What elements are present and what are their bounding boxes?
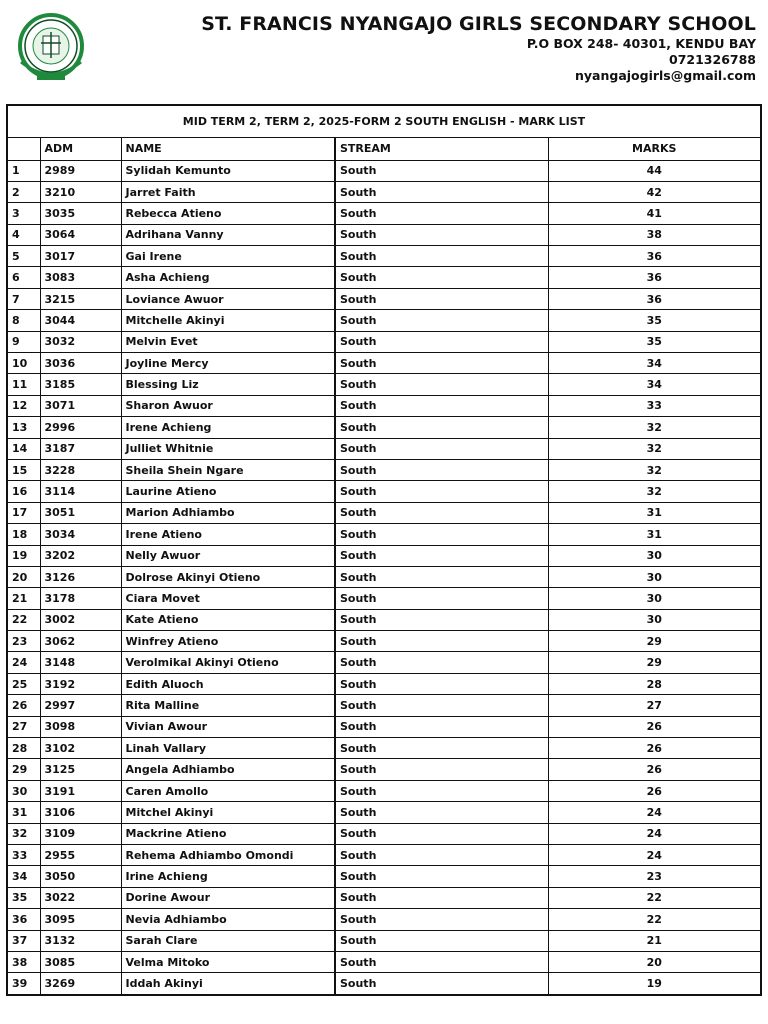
row-adm: 3215 [40, 288, 121, 309]
row-adm: 3002 [40, 609, 121, 630]
row-stream: South [335, 631, 548, 652]
row-index: 1 [8, 160, 40, 181]
row-name: Marion Adhiambo [121, 502, 335, 523]
row-index: 10 [8, 353, 40, 374]
table-row [8, 802, 760, 823]
row-index: 24 [8, 652, 40, 673]
row-name: Verolmikal Akinyi Otieno [121, 652, 335, 673]
row-marks: 27 [548, 695, 760, 716]
row-name: Mitchel Akinyi [121, 802, 335, 823]
table-row [8, 866, 760, 887]
row-stream: South [335, 545, 548, 566]
table-row [8, 267, 760, 288]
row-stream: South [335, 738, 548, 759]
table-row [8, 631, 760, 652]
row-adm: 3034 [40, 524, 121, 545]
school-address: P.O BOX 248- 40301, KENDU BAY [526, 36, 756, 51]
school-name: ST. FRANCIS NYANGAJO GIRLS SECONDARY SCHOOL [201, 13, 756, 35]
row-marks: 29 [548, 652, 760, 673]
table-row [8, 652, 760, 673]
row-marks: 35 [548, 331, 760, 352]
row-index: 28 [8, 738, 40, 759]
row-marks: 29 [548, 631, 760, 652]
row-index: 34 [8, 866, 40, 887]
row-marks: 32 [548, 417, 760, 438]
row-index: 26 [8, 695, 40, 716]
row-index: 13 [8, 417, 40, 438]
row-marks: 20 [548, 951, 760, 972]
row-stream: South [335, 481, 548, 502]
row-marks: 36 [548, 267, 760, 288]
table-row [8, 759, 760, 780]
table-row [8, 695, 760, 716]
row-name: Laurine Atieno [121, 481, 335, 502]
row-stream: South [335, 160, 548, 181]
row-adm: 2996 [40, 417, 121, 438]
row-stream: South [335, 652, 548, 673]
header-stream: STREAM [335, 138, 548, 160]
row-marks: 30 [548, 566, 760, 587]
row-index: 20 [8, 566, 40, 587]
table-row [8, 288, 760, 309]
table-row [8, 481, 760, 502]
row-stream: South [335, 759, 548, 780]
row-adm: 3210 [40, 181, 121, 202]
row-stream: South [335, 866, 548, 887]
row-stream: South [335, 459, 548, 480]
row-marks: 36 [548, 288, 760, 309]
row-index: 39 [8, 973, 40, 994]
row-marks: 32 [548, 481, 760, 502]
table-row [8, 203, 760, 224]
row-stream: South [335, 673, 548, 694]
row-index: 14 [8, 438, 40, 459]
row-stream: South [335, 353, 548, 374]
row-name: Sharon Awuor [121, 395, 335, 416]
row-marks: 24 [548, 802, 760, 823]
school-phone: 0721326788 [669, 52, 756, 67]
row-stream: South [335, 417, 548, 438]
row-adm: 2997 [40, 695, 121, 716]
row-name: Adrihana Vanny [121, 224, 335, 245]
row-name: Rebecca Atieno [121, 203, 335, 224]
row-adm: 3017 [40, 246, 121, 267]
row-index: 17 [8, 502, 40, 523]
row-marks: 22 [548, 909, 760, 930]
row-index: 9 [8, 331, 40, 352]
row-adm: 3064 [40, 224, 121, 245]
table-row [8, 310, 760, 331]
row-stream: South [335, 310, 548, 331]
row-index: 16 [8, 481, 40, 502]
row-stream: South [335, 331, 548, 352]
row-name: Vivian Awour [121, 716, 335, 737]
row-stream: South [335, 566, 548, 587]
row-stream: South [335, 930, 548, 951]
row-stream: South [335, 181, 548, 202]
mark-list-title: MID TERM 2, TERM 2, 2025-FORM 2 SOUTH ENGLISH - MARK LIST [8, 106, 760, 138]
row-stream: South [335, 780, 548, 801]
table-row [8, 973, 760, 994]
table-row [8, 609, 760, 630]
row-marks: 22 [548, 887, 760, 908]
row-marks: 34 [548, 353, 760, 374]
row-marks: 19 [646, 977, 662, 991]
row-name: Winfrey Atieno [121, 631, 335, 652]
row-marks: 34 [548, 374, 760, 395]
row-adm: 3095 [40, 909, 121, 930]
row-name: Jarret Faith [121, 181, 335, 202]
mark-list-table [8, 138, 760, 994]
table-row [8, 353, 760, 374]
row-adm: 3085 [40, 951, 121, 972]
row-marks: 21 [548, 930, 760, 951]
row-index: 35 [8, 887, 40, 908]
row-stream: South [335, 502, 548, 523]
row-adm: 3071 [40, 395, 121, 416]
row-index: 3 [8, 203, 40, 224]
header-index [8, 138, 40, 160]
row-name: Linah Vallary [121, 738, 335, 759]
row-name: Sarah Clare [121, 930, 335, 951]
row-stream: South [335, 973, 548, 994]
row-index: 25 [8, 673, 40, 694]
row-name: Loviance Awuor [121, 288, 335, 309]
row-adm: 3083 [40, 267, 121, 288]
row-marks: 26 [548, 738, 760, 759]
row-adm: 2955 [40, 845, 121, 866]
school-info [201, 12, 756, 84]
page-header [0, 0, 768, 100]
row-marks: 30 [548, 588, 760, 609]
row-stream: South [335, 845, 548, 866]
row-marks: 26 [548, 780, 760, 801]
row-stream: South [335, 395, 548, 416]
row-adm: 3036 [40, 353, 121, 374]
header-marks: MARKS [548, 138, 760, 160]
row-stream: South [335, 267, 548, 288]
row-marks: 32 [548, 459, 760, 480]
row-name: Caren Amollo [121, 780, 335, 801]
row-name: Angela Adhiambo [121, 759, 335, 780]
school-crest-icon [13, 12, 89, 84]
table-row [8, 823, 760, 844]
row-adm: 3114 [40, 481, 121, 502]
row-marks: 24 [548, 823, 760, 844]
row-marks: 30 [548, 609, 760, 630]
table-row [8, 224, 760, 245]
row-stream: South [335, 203, 548, 224]
table-row [8, 331, 760, 352]
row-stream: South [335, 524, 548, 545]
row-stream: South [335, 802, 548, 823]
table-row [8, 160, 760, 181]
row-index: 38 [8, 951, 40, 972]
mark-list-sheet [6, 104, 762, 996]
row-index: 7 [8, 288, 40, 309]
row-index: 30 [8, 780, 40, 801]
table-row [8, 845, 760, 866]
row-name: Joyline Mercy [121, 353, 335, 374]
row-name: Irene Atieno [121, 524, 335, 545]
row-index: 29 [8, 759, 40, 780]
row-marks: 26 [548, 716, 760, 737]
row-marks: 35 [548, 310, 760, 331]
row-adm: 3269 [40, 973, 121, 994]
row-adm: 3106 [40, 802, 121, 823]
row-name: Blessing Liz [121, 374, 335, 395]
row-name: Nevia Adhiambo [121, 909, 335, 930]
table-row [8, 951, 760, 972]
row-adm: 3191 [40, 780, 121, 801]
row-adm: 3125 [40, 759, 121, 780]
table-row [8, 246, 760, 267]
header-name: NAME [121, 138, 335, 160]
row-adm: 3126 [40, 566, 121, 587]
row-marks: 24 [548, 845, 760, 866]
row-index: 36 [8, 909, 40, 930]
table-header-row [8, 138, 760, 160]
table-row [8, 502, 760, 523]
row-adm: 3032 [40, 331, 121, 352]
row-marks: 36 [548, 246, 760, 267]
row-stream: South [335, 823, 548, 844]
row-index: 19 [8, 545, 40, 566]
row-index: 6 [8, 267, 40, 288]
row-name: Julliet Whitnie [121, 438, 335, 459]
row-marks: 41 [548, 203, 760, 224]
table-row [8, 459, 760, 480]
table-row [8, 780, 760, 801]
row-stream: South [335, 716, 548, 737]
row-index: 31 [8, 802, 40, 823]
row-marks: 26 [548, 759, 760, 780]
row-index: 32 [8, 823, 40, 844]
row-stream: South [335, 609, 548, 630]
row-adm: 3109 [40, 823, 121, 844]
row-index: 4 [8, 224, 40, 245]
row-index: 22 [8, 609, 40, 630]
row-adm: 2989 [40, 160, 121, 181]
table-row [8, 438, 760, 459]
table-row [8, 887, 760, 908]
row-name: Irine Achieng [121, 866, 335, 887]
row-index: 21 [8, 588, 40, 609]
table-row [8, 524, 760, 545]
row-marks: 28 [548, 673, 760, 694]
row-name: Sylidah Kemunto [121, 160, 335, 181]
row-adm: 3051 [40, 502, 121, 523]
row-adm: 3228 [40, 459, 121, 480]
row-index: 8 [8, 310, 40, 331]
row-name: Mitchelle Akinyi [121, 310, 335, 331]
row-index: 11 [8, 374, 40, 395]
row-stream: South [335, 246, 548, 267]
row-adm: 3148 [40, 652, 121, 673]
row-stream: South [335, 224, 548, 245]
table-row [8, 417, 760, 438]
row-adm: 3050 [40, 866, 121, 887]
row-name: Gai Irene [121, 246, 335, 267]
row-name: Iddah Akinyi [121, 973, 335, 994]
row-adm: 3185 [40, 374, 121, 395]
row-index: 27 [8, 716, 40, 737]
table-row [8, 395, 760, 416]
row-stream: South [335, 374, 548, 395]
row-stream: South [335, 909, 548, 930]
row-name: Rehema Adhiambo Omondi [121, 845, 335, 866]
row-adm: 3098 [40, 716, 121, 737]
table-row [8, 545, 760, 566]
table-row [8, 909, 760, 930]
row-marks: 42 [548, 181, 760, 202]
row-name: Nelly Awuor [121, 545, 335, 566]
row-adm: 3035 [40, 203, 121, 224]
row-marks: 32 [548, 438, 760, 459]
row-marks: 38 [548, 224, 760, 245]
row-marks: 31 [548, 524, 760, 545]
row-name: Dorine Awour [121, 887, 335, 908]
row-index: 5 [8, 246, 40, 267]
row-marks: 30 [548, 545, 760, 566]
row-name: Sheila Shein Ngare [121, 459, 335, 480]
row-adm: 3202 [40, 545, 121, 566]
row-name: Irene Achieng [121, 417, 335, 438]
row-stream: South [335, 951, 548, 972]
row-index: 37 [8, 930, 40, 951]
table-row [8, 673, 760, 694]
row-adm: 3044 [40, 310, 121, 331]
row-name: Ciara Movet [121, 588, 335, 609]
header-adm: ADM [40, 138, 121, 160]
table-row [8, 716, 760, 737]
table-row [8, 181, 760, 202]
table-row [8, 588, 760, 609]
row-stream: South [335, 887, 548, 908]
row-stream: South [335, 695, 548, 716]
row-name: Asha Achieng [121, 267, 335, 288]
row-adm: 3102 [40, 738, 121, 759]
table-row [8, 930, 760, 951]
row-marks: 23 [548, 866, 760, 887]
row-name: Rita Malline [121, 695, 335, 716]
row-marks: 31 [548, 502, 760, 523]
row-index: 18 [8, 524, 40, 545]
row-index: 33 [8, 845, 40, 866]
row-stream: South [335, 588, 548, 609]
row-name: Kate Atieno [121, 609, 335, 630]
table-row [8, 738, 760, 759]
row-index: 23 [8, 631, 40, 652]
row-stream: South [335, 288, 548, 309]
row-marks: 44 [548, 160, 760, 181]
row-index: 12 [8, 395, 40, 416]
row-marks: 33 [548, 395, 760, 416]
table-body [8, 160, 760, 994]
row-index: 2 [8, 181, 40, 202]
row-name: Edith Aluoch [121, 673, 335, 694]
row-adm: 3178 [40, 588, 121, 609]
row-adm: 3187 [40, 438, 121, 459]
table-row [8, 566, 760, 587]
school-email: nyangajogirls@gmail.com [574, 68, 756, 83]
table-row [8, 374, 760, 395]
row-adm: 3132 [40, 930, 121, 951]
row-adm: 3062 [40, 631, 121, 652]
row-adm: 3022 [40, 887, 121, 908]
row-name: Mackrine Atieno [121, 823, 335, 844]
row-stream: South [335, 438, 548, 459]
row-name: Dolrose Akinyi Otieno [121, 566, 335, 587]
row-name: Melvin Evet [121, 331, 335, 352]
row-name: Velma Mitoko [121, 951, 335, 972]
row-adm: 3192 [40, 673, 121, 694]
row-index: 15 [8, 459, 40, 480]
